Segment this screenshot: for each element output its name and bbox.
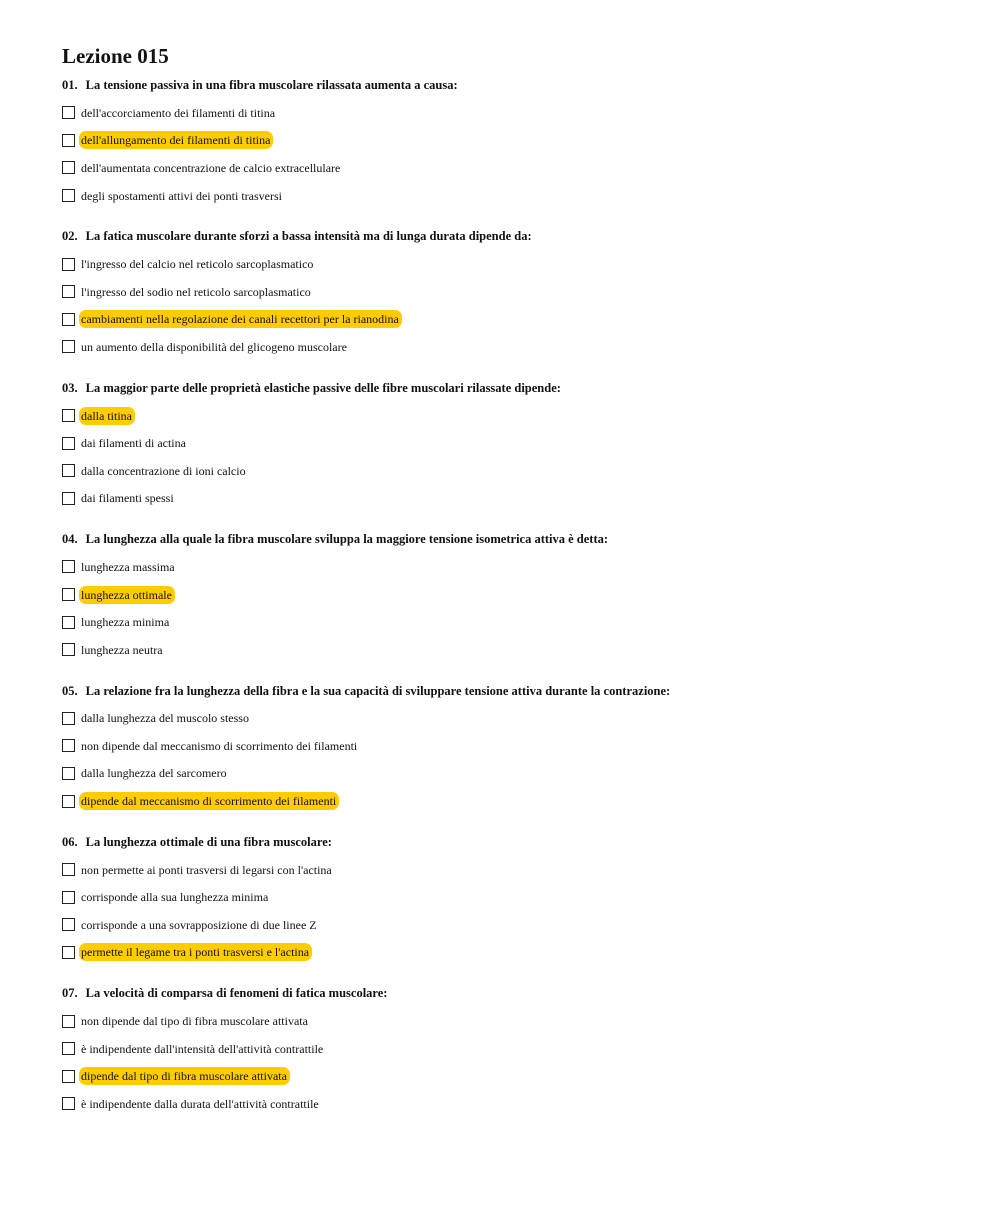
answer-checkbox[interactable]	[62, 712, 75, 725]
question-6	[62, 829, 962, 980]
question-prompt: La tensione passiva in una fibra muscolare rilassata aumenta a causa:	[85, 78, 458, 92]
question-5	[62, 678, 962, 829]
question-prompt: La velocità di comparsa di fenomeni di fatica muscolare:	[85, 986, 388, 1001]
answer-checkbox[interactable]	[62, 106, 75, 119]
question-text	[62, 526, 962, 553]
answer-checkbox[interactable]	[62, 313, 75, 326]
question-spacer	[62, 664, 962, 678]
question-spacer	[62, 209, 962, 223]
answer-checkbox[interactable]	[62, 134, 75, 147]
question-text	[62, 223, 962, 250]
answer-label: l'ingresso del calcio nel reticolo sarcoplasmatico	[81, 257, 314, 272]
answer-option[interactable]	[62, 250, 962, 278]
answer-checkbox[interactable]	[62, 1070, 75, 1083]
answer-label: l'ingresso del sodio nel reticolo sarcoplasmatico	[81, 284, 311, 299]
answer-label: non dipende dal tipo di fibra muscolare attivata	[81, 1014, 308, 1029]
answer-checkbox[interactable]	[62, 409, 75, 422]
answer-option[interactable]	[62, 127, 962, 155]
answer-option[interactable]	[62, 182, 962, 210]
answer-label: corrisponde a una sovrapposizione di due linee Z	[81, 917, 317, 932]
answer-label: dalla lunghezza del sarcomero	[81, 766, 227, 781]
answer-option[interactable]	[62, 485, 962, 513]
answer-option[interactable]	[62, 333, 962, 361]
question-3	[62, 375, 962, 526]
question-spacer	[62, 512, 962, 526]
question-4	[62, 526, 962, 677]
answer-option[interactable]	[62, 1007, 962, 1035]
answer-label: è indipendente dall'intensità dell'attività contrattile	[81, 1041, 324, 1056]
answer-label: dai filamenti spessi	[81, 491, 174, 506]
answer-option[interactable]	[62, 581, 962, 609]
lesson-title: Lezione 015	[62, 44, 169, 68]
question-prompt: La relazione fra la lunghezza della fibra e la sua capacità di sviluppare tensione attiva durante la contrazione:	[85, 683, 671, 698]
question-text	[62, 375, 962, 402]
answer-option[interactable]	[62, 306, 962, 334]
answer-label: non dipende dal meccanismo di scorrimento dei filamenti	[81, 738, 358, 753]
answer-checkbox[interactable]	[62, 189, 75, 202]
question-1	[62, 72, 962, 223]
question-2	[62, 223, 962, 374]
answer-label: è indipendente dalla durata dell'attività contrattile	[81, 1096, 319, 1111]
answer-checkbox[interactable]	[62, 1097, 75, 1110]
document-page	[62, 40, 962, 1118]
answer-label-highlighted: dipende dal tipo di fibra muscolare attivata	[79, 1067, 290, 1085]
answer-label: dalla lunghezza del muscolo stesso	[81, 711, 249, 726]
answer-checkbox[interactable]	[62, 340, 75, 353]
answer-option[interactable]	[62, 939, 962, 967]
question-prompt: La fatica muscolare durante sforzi a bassa intensità ma di lunga durata dipende da:	[85, 229, 532, 244]
answer-checkbox[interactable]	[62, 560, 75, 573]
answer-label-highlighted: cambiamenti nella regolazione dei canali recettori per la rianodina	[79, 310, 402, 328]
question-list	[62, 72, 962, 1118]
answer-option[interactable]	[62, 553, 962, 581]
answer-checkbox[interactable]	[62, 891, 75, 904]
answer-option[interactable]	[62, 1062, 962, 1090]
answer-checkbox[interactable]	[62, 739, 75, 752]
answer-option[interactable]	[62, 608, 962, 636]
answer-option[interactable]	[62, 154, 962, 182]
question-spacer	[62, 361, 962, 375]
question-spacer	[62, 966, 962, 980]
answer-checkbox[interactable]	[62, 946, 75, 959]
answer-option[interactable]	[62, 732, 962, 760]
answer-option[interactable]	[62, 1090, 962, 1118]
answer-checkbox[interactable]	[62, 285, 75, 298]
question-text	[62, 72, 962, 99]
answer-label: lunghezza neutra	[81, 642, 163, 657]
answer-option[interactable]	[62, 787, 962, 815]
answer-label: degli spostamenti attivi dei ponti trasversi	[81, 188, 282, 203]
question-number: 07.	[62, 986, 78, 1001]
answer-label-highlighted: lunghezza ottimale	[79, 586, 175, 604]
answer-option[interactable]	[62, 402, 962, 430]
answer-checkbox[interactable]	[62, 464, 75, 477]
answer-checkbox[interactable]	[62, 161, 75, 174]
answer-checkbox[interactable]	[62, 863, 75, 876]
answer-label: lunghezza minima	[81, 615, 170, 630]
answer-label-highlighted: permette il legame tra i ponti trasversi e l'actina	[79, 943, 312, 961]
question-text	[62, 980, 962, 1007]
answer-option[interactable]	[62, 911, 962, 939]
answer-option[interactable]	[62, 883, 962, 911]
question-number: 04.	[62, 532, 78, 547]
question-number: 06.	[62, 834, 78, 849]
question-text	[62, 678, 962, 705]
question-spacer	[62, 815, 962, 829]
answer-checkbox[interactable]	[62, 492, 75, 505]
answer-label-highlighted: dell'allungamento dei filamenti di titina	[79, 131, 273, 149]
question-prompt: La maggior parte delle proprietà elastiche passive delle fibre muscolari rilassate dipende:	[85, 380, 561, 395]
question-text	[62, 829, 962, 856]
answer-label: corrisponde alla sua lunghezza minima	[81, 890, 269, 905]
question-number: 05.	[62, 683, 78, 698]
question-prompt: La lunghezza alla quale la fibra muscolare sviluppa la maggiore tensione isometrica attiva è detta:	[85, 532, 609, 547]
answer-checkbox[interactable]	[62, 767, 75, 780]
answer-option[interactable]	[62, 99, 962, 127]
answer-option[interactable]	[62, 429, 962, 457]
answer-checkbox[interactable]	[62, 918, 75, 931]
answer-checkbox[interactable]	[62, 588, 75, 601]
answer-option[interactable]	[62, 636, 962, 664]
answer-option[interactable]	[62, 457, 962, 485]
question-prompt: La lunghezza ottimale di una fibra muscolare:	[85, 834, 332, 849]
answer-option[interactable]	[62, 1035, 962, 1063]
question-number: 02.	[62, 229, 78, 244]
question-number: 03.	[62, 380, 78, 395]
answer-label: non permette ai ponti trasversi di legarsi con l'actina	[81, 862, 332, 877]
answer-checkbox[interactable]	[62, 437, 75, 450]
answer-checkbox[interactable]	[62, 643, 75, 656]
answer-option[interactable]	[62, 856, 962, 884]
answer-option[interactable]	[62, 760, 962, 788]
answer-label: un aumento della disponibilità del glicogeno muscolare	[81, 339, 347, 354]
answer-option[interactable]	[62, 705, 962, 733]
answer-checkbox[interactable]	[62, 1042, 75, 1055]
answer-label: dell'accorciamento dei filamenti di titina	[81, 105, 276, 120]
answer-label: lunghezza massima	[81, 559, 175, 574]
answer-checkbox[interactable]	[62, 616, 75, 629]
answer-label: dai filamenti di actina	[81, 436, 186, 451]
answer-label: dell'aumentata concentrazione de calcio extracellulare	[81, 160, 341, 175]
answer-option[interactable]	[62, 278, 962, 306]
answer-checkbox[interactable]	[62, 1015, 75, 1028]
question-number: 01.	[62, 78, 78, 92]
answer-label-highlighted: dipende dal meccanismo di scorrimento dei filamenti	[79, 792, 339, 810]
answer-checkbox[interactable]	[62, 795, 75, 808]
question-7	[62, 980, 962, 1117]
answer-label: dalla concentrazione di ioni calcio	[81, 463, 246, 478]
answer-label-highlighted: dalla titina	[79, 407, 135, 425]
answer-checkbox[interactable]	[62, 258, 75, 271]
